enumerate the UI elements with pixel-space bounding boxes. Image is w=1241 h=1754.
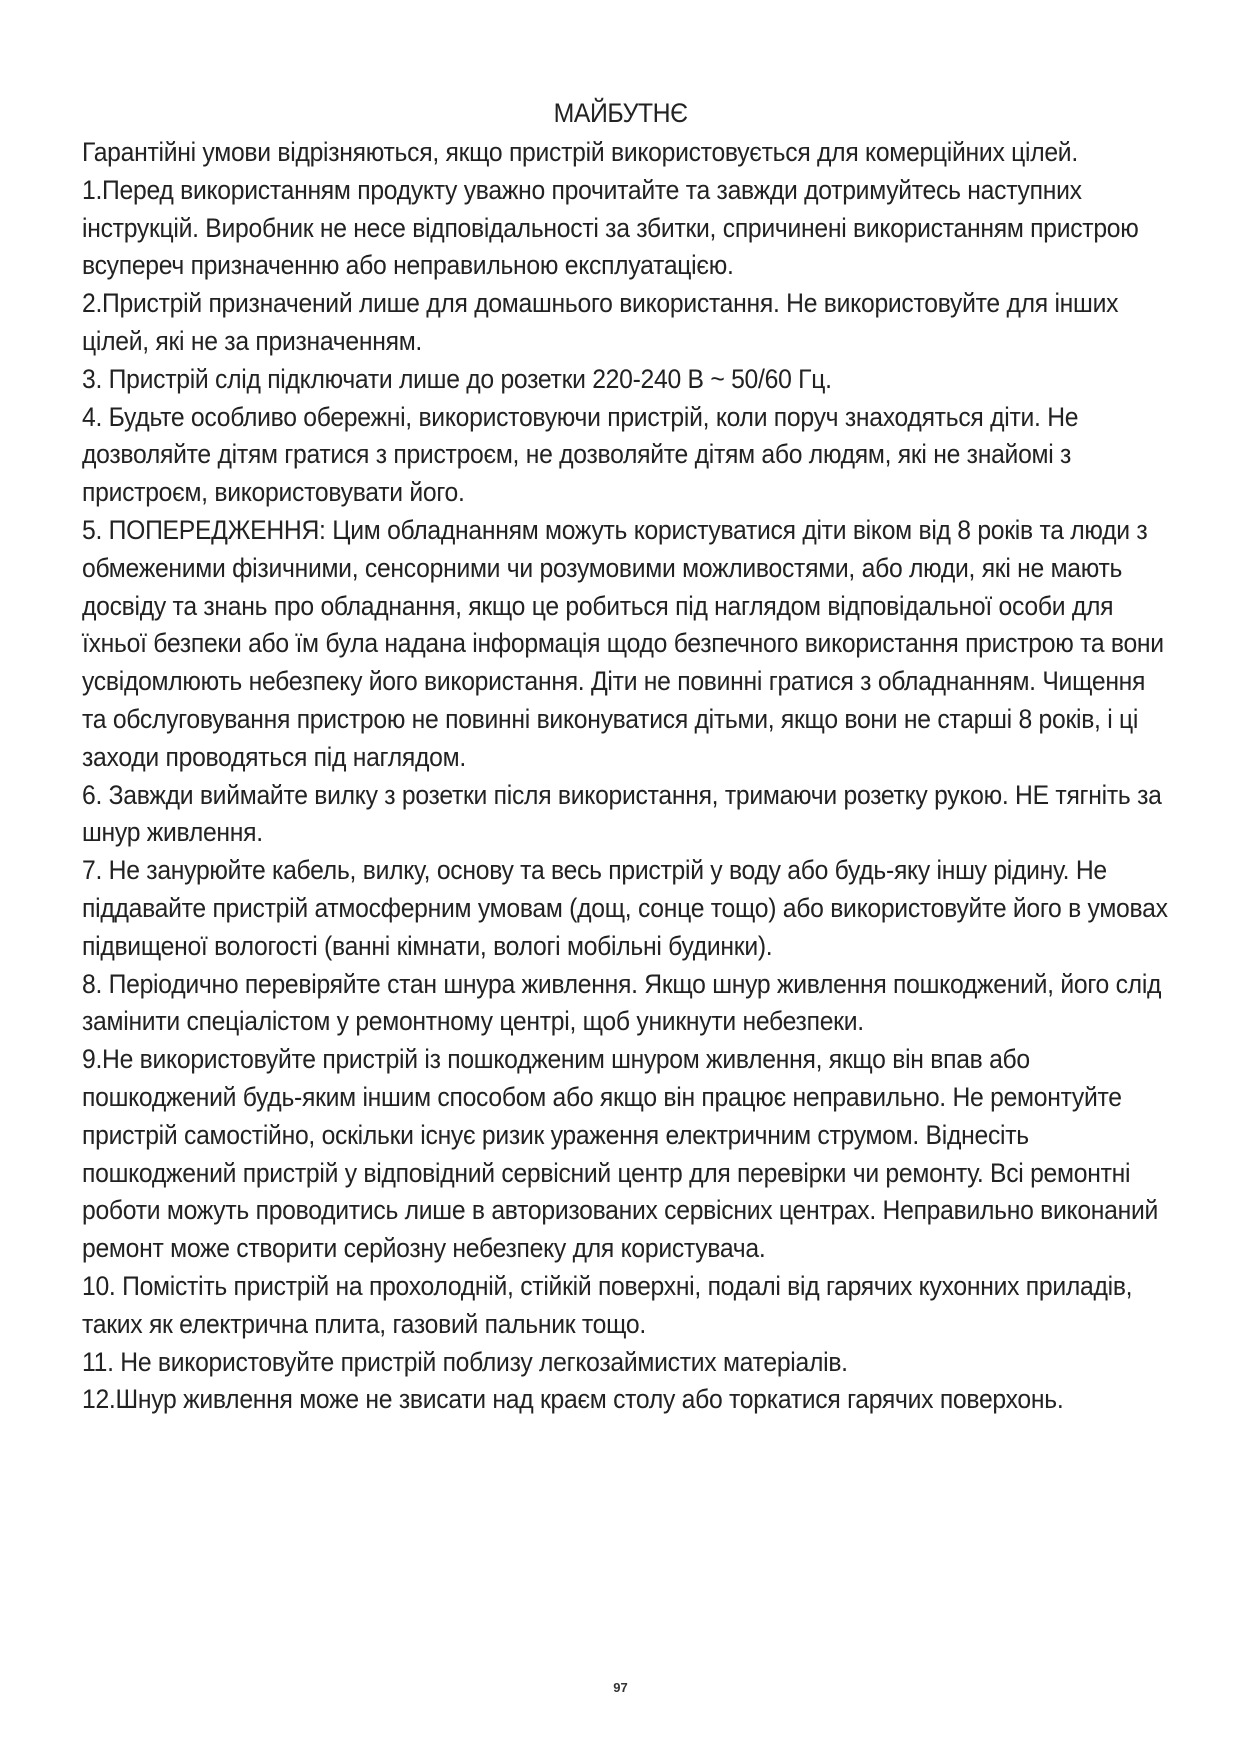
- page-number: 97: [613, 1680, 628, 1695]
- instruction-item: 10. Помістіть пристрій на прохолодній, стійкій поверхні, подалі від гарячих кухонних приладів, таких як електрична плита, газовий пальник тощо.: [82, 1270, 1133, 1339]
- page-title: МАЙБУТНЄ: [553, 98, 688, 128]
- instruction-item: 8. Періодично перевіряйте стан шнура живлення. Якщо шнур живлення пошкоджений, його слід замінити спеціалістом у ремонтному центрі, щоб уникнути небезпеки.: [82, 968, 1162, 1037]
- instruction-item: 7. Не занурюйте кабель, вилку, основу та весь пристрій у воду або будь-яку іншу рідину. Не піддавайте пристрій атмосферним умовам (дощ, сонце тощо) або використовуйте його в умовах підвищеної вологості (ванні кімнати, вологі мобільні будинки).: [82, 855, 1168, 961]
- instruction-item: 5. ПОПЕРЕДЖЕННЯ: Цим обладнанням можуть користуватися діти віком від 8 років та люди з обмеженими фізичними, сенсорними чи розумовими можливостями, або люди, які не мають досвіду та знань про обладнання, якщо це робиться під наглядом відповідальної особи для їхньої безпеки або їм була надана інформація щодо безпечного використання пристрою та вони усвідомлюють небезпеку його використання. Діти не повинні гратися з обладнанням. Чищення та обслуговування пристрою не повинні виконуватися дітьми, якщо вони не старші 8 років, і ці заходи проводяться під наглядом.: [82, 514, 1164, 772]
- instruction-item: 12.Шнур живлення може не звисати над краєм столу або торкатися гарячих поверхонь.: [82, 1384, 1064, 1415]
- instruction-item: 3. Пристрій слід підключати лише до розетки 220-240 В ~ 50/60 Гц.: [82, 363, 832, 394]
- instruction-item: 2.Пристрій призначений лише для домашнього використання. Не використовуйте для інших цілей, які не за призначенням.: [82, 288, 1119, 356]
- instruction-item: 11. Не використовуйте пристрій поблизу легкозаймистих матеріалів.: [82, 1346, 848, 1377]
- instruction-item: 9.Не використовуйте пристрій із пошкодженим шнуром живлення, якщо він впав або пошкоджений будь-яким іншим способом або якщо він працює неправильно. Не ремонтуйте пристрій самостійно, оскільки існує ризик ураження електричним струмом. Віднесіть пошкоджений пристрій у відповідний сервісний центр для перевірки чи ремонту. Всі ремонтні роботи можуть проводитись лише в авторизованих сервісних центрах. Неправильно виконаний ремонт може створити серйозну небезпеку для користувача.: [82, 1044, 1159, 1264]
- instruction-item: 1.Перед використанням продукту уважно прочитайте та завжди дотримуйтесь наступних інструкцій. Виробник не несе відповідальності за збитки, спричинені використанням пристрою всупереч призначенню або неправильною експлуатацією.: [82, 174, 1139, 281]
- intro-paragraph: Гарантійні умови відрізняються, якщо пристрій використовується для комерційних цілей.: [82, 137, 1078, 167]
- instruction-item: 6. Завжди виймайте вилку з розетки після використання, тримаючи розетку рукою. НЕ тягніть за шнур живлення.: [82, 779, 1162, 848]
- document-page: [82, 94, 1172, 1684]
- document-body: [82, 134, 1169, 1419]
- instruction-item: 4. Будьте особливо обережні, використовуючи пристрій, коли поруч знаходяться діти. Не дозволяйте дітям гратися з пристроєм, не дозволяйте дітям або людям, які не знайомі з пристроєм, використовувати його.: [82, 401, 1079, 508]
